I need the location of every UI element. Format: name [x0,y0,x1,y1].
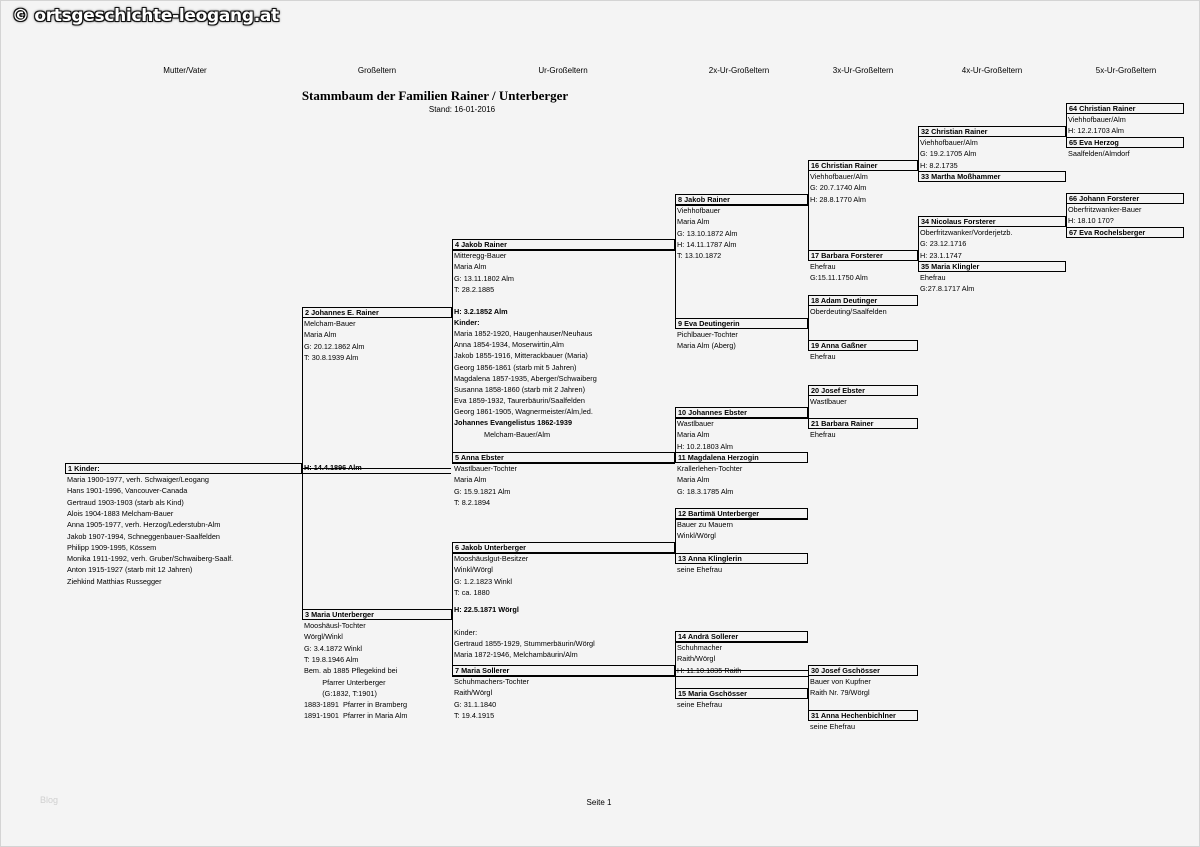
person-name-box: 19 Anna Gaßner [808,340,918,351]
person-detail: Oberfritzwanker/Vorderjetzb. [920,228,1013,237]
person-name-box: 12 Bartimä Unterberger [675,508,808,519]
person-detail: Bem. ab 1885 Pflegekind bei [304,666,398,676]
person-name-box: 21 Barbara Rainer [808,418,918,429]
person-name-box: 13 Anna Klinglerin [675,553,808,564]
date-stamp: Stand: 16-01-2016 [428,105,496,114]
person-detail: Schuhmacher [677,643,723,652]
person-detail: Ehefrau [920,273,946,282]
person-detail: H: 28.8.1770 Alm [810,194,866,204]
person-detail: G: 1.2.1823 Winkl [454,576,512,586]
person-name-box: 16 Christian Rainer [808,160,918,171]
generation-header: Mutter/Vater [163,66,207,75]
person-detail: Viehhofbauer/Alm [810,172,868,181]
person-detail: T: 13.10.1872 [677,251,722,261]
person-name-box: 65 Eva Herzog [1066,137,1184,148]
person-name-box: 18 Adam Deutinger [808,295,918,306]
person-detail: T: 19.4.1915 [454,710,495,720]
connector-line [675,676,808,677]
person-detail: Ehefrau [810,262,836,271]
person-detail: 1883-1891 Pfarrer in Bramberg [304,700,408,710]
annotation-text: Susanna 1858-1860 (starb mit 2 Jahren) [454,385,586,394]
person-detail: Philipp 1909-1995, Kössem [67,542,157,552]
person-detail: T: 28.2.1885 [454,284,495,294]
person-detail: G: 13.10.1872 Alm [677,228,738,238]
page-number: Seite 1 [586,798,612,807]
person-detail: Schuhmachers-Tochter [454,677,530,686]
person-name-box: 5 Anna Ebster [452,452,675,463]
annotation-text: Georg 1861-1905, Wagnermeister/Alm,led. [454,407,593,416]
person-detail: Maria Alm [304,330,337,340]
person-name-box: 9 Eva Deutingerin [675,318,808,329]
person-name-box: 33 Martha Moßhammer [918,171,1066,182]
person-detail: H: 10.2.1803 Alm [677,441,733,451]
person-detail: H: 8.2.1735 [920,160,958,170]
generation-header: Großeltern [357,66,397,75]
annotation-text: Georg 1856-1861 (starb mit 5 Jahren) [454,363,577,372]
person-detail: Maria Alm [454,475,487,485]
person-detail: G: 20.12.1862 Alm [304,341,365,351]
generation-header: Ur-Großeltern [538,66,588,75]
person-detail: Raith Nr. 79/Wörgl [810,688,870,698]
person-detail: G:15.11.1750 Alm [810,273,868,283]
person-detail: Mitteregg-Bauer [454,251,507,260]
person-name-box: 32 Christian Rainer [918,126,1066,137]
person-detail: Ehefrau [810,352,836,361]
generation-header: 5x-Ur-Großeltern [1095,66,1157,75]
annotation-text: Gertraud 1855-1929, Stummerbäurin/Wörgl [454,639,595,648]
annotation-text: Kinder: [454,628,478,637]
person-name-box: 2 Johannes E. Rainer [302,307,452,318]
annotation-text: Maria 1852-1920, Haugenhauser/Neuhaus [454,329,593,338]
person-detail: H: 12.2.1703 Alm [1068,126,1124,136]
person-detail: G: 3.4.1872 Winkl [304,643,362,653]
person-detail: Wörgl/Winkl [304,632,343,642]
person-name-box: 8 Jakob Rainer [675,194,808,205]
person-detail: G: 18.3.1785 Alm [677,486,734,496]
person-name-box: 35 Maria Klingler [918,261,1066,272]
person-detail: Maria Alm (Aberg) [677,341,736,351]
annotation-text: Johannes Evangelistus 1862-1939 [454,418,573,427]
person-detail: G: 13.11.1802 Alm [454,273,514,283]
person-detail: Wastlbauer [810,397,847,406]
person-detail: Ehefrau [810,430,836,439]
generation-header: 3x-Ur-Großeltern [832,66,894,75]
person-name-box: 34 Nicolaus Forsterer [918,216,1066,227]
annotation-text: Eva 1859-1932, Taurerbäurin/Saalfelden [454,396,585,405]
person-detail: Maria Alm [454,262,487,272]
person-detail: Mooshäusl-Tochter [304,621,366,630]
generation-header: 2x-Ur-Großeltern [708,66,770,75]
person-detail: H: 11.10.1835 Raith [677,665,742,675]
page-title: Stammbaum der Familien Rainer / Unterberger [301,88,569,103]
person-detail: Maria Alm [677,217,710,227]
person-detail: G: 15.9.1821 Alm [454,486,511,496]
annotation-text: Kinder: [454,318,480,327]
person-name-box: 31 Anna Hechenbichlner [808,710,918,721]
person-detail: Mooshäuslgut-Besitzer [454,554,529,563]
person-name-box: 4 Jakob Rainer [452,239,675,250]
person-name-box: 10 Johannes Ebster [675,407,808,418]
person-detail: Bauer von Kupfner [810,677,871,686]
person-detail: Oberfritzwanker-Bauer [1068,205,1142,214]
person-name-box: 3 Maria Unterberger [302,609,452,620]
person-detail: seine Ehefrau [810,722,856,731]
person-name-box: 17 Barbara Forsterer [808,250,918,261]
person-detail: Wastlbauer-Tochter [454,464,517,473]
person-detail: Maria Alm [677,430,710,440]
person-detail: Pichlbauer-Tochter [677,330,738,339]
person-name-box: 67 Eva Rochelsberger [1066,227,1184,238]
person-name-box: 14 Andrä Sollerer [675,631,808,642]
person-name-box: 7 Maria Sollerer [452,665,675,676]
annotation-text: Anna 1854-1934, Moserwirtin,Alm [454,340,564,349]
person-detail: Krallerlehen-Tochter [677,464,743,473]
person-detail: Winkl/Wörgl [677,531,716,541]
person-name-box: 20 Josef Ebster [808,385,918,396]
person-detail: G: 31.1.1840 [454,699,497,709]
person-detail: Raith/Wörgl [454,688,493,698]
person-detail: G: 23.12.1716 [920,239,967,249]
person-detail: 1891-1901 Pfarrer in Maria Alm [304,711,408,721]
person-detail: Bauer zu Mauern [677,520,733,529]
person-detail: Anton 1915-1927 (starb mit 12 Jahren) [67,565,193,575]
person-detail: H: 23.1.1747 [920,250,962,260]
person-detail: Wastlbauer [677,419,714,428]
person-detail: Ziehkind Matthias Russegger [67,576,162,586]
blog-watermark: Blog [40,795,59,805]
person-detail: G:27.8.1717 Alm [920,284,975,294]
person-detail: Maria Alm [677,475,710,485]
person-detail: Gertraud 1903-1903 (starb als Kind) [67,497,184,507]
annotation-text: Jakob 1855-1916, Mitterackbauer (Maria) [454,351,588,360]
person-detail: Monika 1911-1992, verh. Gruber/Schwaiberg-Saalf. [67,554,234,564]
person-detail: G: 19.2.1705 Alm [920,149,977,159]
person-detail: Viehhofbauer/Alm [1068,115,1126,124]
person-detail: Oberdeuting/Saalfelden [810,307,887,316]
watermark: © ortsgeschichte-leogang.at [12,6,279,26]
person-name-box: 64 Christian Rainer [1066,103,1184,114]
person-name-box: 15 Maria Gschösser [675,688,808,699]
person-detail: Raith/Wörgl [677,654,716,664]
annotation-text: H: 22.5.1871 Wörgl [454,605,519,614]
person-detail: Jakob 1907-1994, Schneggenbauer-Saalfelden [67,531,220,541]
annotation-text: Maria 1872-1946, Melchambäurin/Alm [454,650,578,659]
person-detail: Hans 1901-1996, Vancouver-Canada [67,486,188,496]
person-detail: T: 30.8.1939 Alm [304,352,359,362]
person-name-box: 1 Kinder: [65,463,302,474]
person-detail: T: 8.2.1894 [454,497,491,507]
annotation-text: Magdalena 1857-1935, Aberger/Schwaiberg [454,374,597,383]
person-detail: Anna 1905-1977, verh. Herzog/Lederstubn-Alm [67,520,221,530]
person-detail: G: 20.7.1740 Alm [810,183,867,193]
person-detail: Maria 1900-1977, verh. Schwaiger/Leogang [67,475,209,484]
person-detail: Melcham-Bauer [304,319,356,328]
person-detail: Saalfelden/Almdorf [1068,149,1130,158]
person-name-box: 6 Jakob Unterberger [452,542,675,553]
person-detail: Winkl/Wörgl [454,565,493,575]
person-detail: H: 18.10 170? [1068,216,1114,226]
person-detail: seine Ehefrau [677,565,723,574]
person-detail: Alois 1904-1883 Melcham-Bauer [67,508,174,518]
person-name-box: 66 Johann Forsterer [1066,193,1184,204]
person-detail: T: 19.8.1946 Alm [304,654,359,664]
person-detail: Pfarrer Unterberger [304,677,386,687]
annotation-text: Melcham-Bauer/Alm [484,430,551,439]
person-detail: H: 14.11.1787 Alm [677,239,737,249]
person-detail: Viehhofbauer/Alm [920,138,978,147]
person-detail: seine Ehefrau [677,700,723,709]
person-name-box: 11 Magdalena Herzogin [675,452,808,463]
person-detail: T: ca. 1880 [454,587,490,597]
annotation-text: H: 14.4.1896 Alm [304,463,362,472]
generation-header: 4x-Ur-Großeltern [961,66,1023,75]
person-detail: (G:1832, T:1901) [304,688,377,698]
annotation-text: H: 3.2.1852 Alm [454,307,508,316]
person-detail: Viehhofbauer [677,206,721,215]
person-name-box: 30 Josef Gschösser [808,665,918,676]
